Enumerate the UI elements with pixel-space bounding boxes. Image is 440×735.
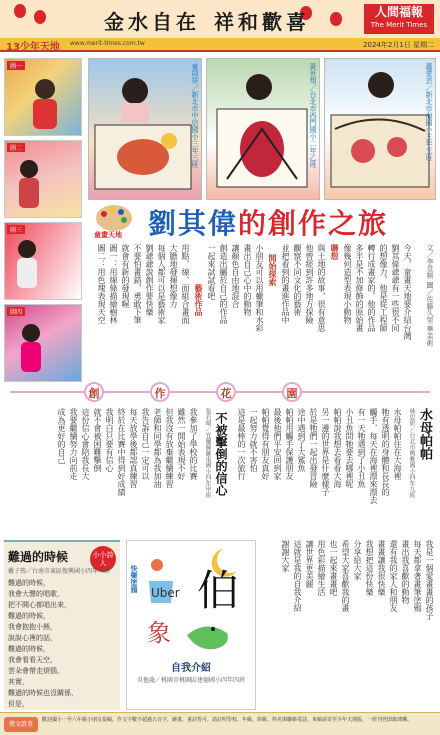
photo-caption: 黃世翔／台北市西門國小二年乙班 xyxy=(309,63,317,168)
story-column: 最後他們平安回到家 xyxy=(273,408,282,480)
poem-line: 難過的時候， xyxy=(8,645,50,653)
lantern-icon xyxy=(14,4,26,18)
article-column: 並把看到的畫進作品中 xyxy=(281,244,290,324)
article-body xyxy=(88,244,436,372)
photo-label: 圖一 xyxy=(7,61,25,70)
story-column: 有一天牠遇到了小丑魚 xyxy=(357,408,366,488)
issue-date: 2024年2月1日 星期二 xyxy=(363,41,434,49)
article-column: 像幾何造型表現小動物 xyxy=(343,244,352,324)
story-column: 我明白只要有信心 xyxy=(105,408,114,472)
article-column: 與土地的故事，很有意思 xyxy=(317,244,326,332)
stories-section xyxy=(6,408,436,538)
story-column: 讓世界更美麗 xyxy=(305,540,314,588)
story-column: 畫出我喜歡的動物 xyxy=(401,540,410,604)
story-column: 於是牠們一起出發冒險 xyxy=(309,408,318,488)
story-column: 我是一個愛畫畫的孩子 xyxy=(425,540,434,620)
story-column: 每天都拿著畫筆塗鴉 xyxy=(413,540,422,612)
article-author: 文／李昱棋 圖／佐藤久里 華美術 xyxy=(426,244,434,347)
article-column: 大膽地發揮想像力 xyxy=(169,244,178,308)
lantern-icon xyxy=(34,10,46,24)
poem-line: 把不開心都唱出來， xyxy=(8,601,71,609)
child-figure-icon xyxy=(5,223,82,300)
top-banner xyxy=(0,0,440,38)
student-artwork-photo xyxy=(324,58,436,200)
story-column: 但我沒有放棄繼續練習 xyxy=(165,408,174,488)
poster-author: 吳他龍／桃園市桃園區建德國小四年四班 xyxy=(136,677,245,684)
article-column: 圖二：用色塊表現天空 xyxy=(97,244,106,324)
photo-child-colour xyxy=(4,304,82,382)
self-intro-drawing xyxy=(127,541,256,657)
article-subhead: 開始探索 xyxy=(268,254,277,286)
article-column: 劉其偉爺爺有一些很不同 xyxy=(391,244,400,332)
drawing-poster xyxy=(126,540,256,710)
story-column: 帕帕覺得有朋友真好 xyxy=(261,408,270,480)
footer-text: 歡迎國小一至六年級小朋友投稿，作文字數不超過五百字，繪畫、童詩皆可，請註明學校、年級、班級、姓名與聯絡電話，來稿請寄至少年天地版，一經刊登即致薄酬。 xyxy=(42,717,413,723)
top-photo-row xyxy=(88,58,436,200)
poem-box xyxy=(4,540,120,710)
photo-label: 圖三 xyxy=(7,225,25,234)
story-column: 畫畫讓我很快樂 xyxy=(377,540,386,596)
story-column: 我參加了學校的比賽 xyxy=(189,408,198,480)
story-column: 終於在比賽中得到好成績 xyxy=(117,408,126,496)
student-artwork-photo xyxy=(88,58,202,200)
poem-line: 難過的時候， xyxy=(8,579,50,587)
story-column: 還有我的家人和朋友 xyxy=(389,540,398,612)
story-column: 就不會被困難擊倒 xyxy=(93,408,102,472)
student-artwork-photo xyxy=(206,58,320,200)
article-column: 一起來試試看吧 xyxy=(207,244,216,300)
calligraphy-right: 祥和歡喜 xyxy=(214,10,310,34)
poster-title: 自我介紹 xyxy=(171,663,211,674)
site-url: www.merit-times.com.tw xyxy=(70,40,145,47)
garden-char: 花 xyxy=(216,382,236,402)
photo-label: 圖四 xyxy=(7,307,25,316)
poem-line: 說說心裡的話， xyxy=(8,634,57,642)
poster-art-text: Uber xyxy=(151,586,180,600)
page-info-bar xyxy=(0,38,440,52)
story-column: 我要繼續努力向前走 xyxy=(69,408,78,480)
article-headline xyxy=(92,200,432,242)
poem-line: 我會抱抱小熊， xyxy=(8,623,57,631)
story-author: 林思妍／台北市興雅國小四年九班 xyxy=(408,408,415,498)
footer-label: 徵文啟事 xyxy=(4,717,38,732)
story-column: 帕帕說我想去看看大海 xyxy=(333,408,342,488)
headline-part2: 的創作之旅 xyxy=(238,207,389,240)
poster-art-text: 伯 xyxy=(197,566,240,615)
page-number-section: 13少年天地 xyxy=(6,42,60,53)
poem-line: 難過的時候， xyxy=(8,612,50,620)
article-column: 用點、線、面組合畫面 xyxy=(181,244,190,324)
story-column: 謝謝大家 xyxy=(281,540,290,572)
right-story-columns xyxy=(262,540,436,710)
article-column: 創造出屬於自己的作品 xyxy=(219,244,228,324)
poem-line: 其實， xyxy=(8,678,29,686)
student-with-painting-icon xyxy=(325,59,436,200)
poem-line: 雲朵會帶走煩惱， xyxy=(8,667,64,675)
poster-art-text: 象 xyxy=(147,619,171,647)
section-label: 童畫天地 xyxy=(94,231,122,239)
story-column: 也一起來畫畫吧 xyxy=(329,540,338,596)
article-column: 劉爺爺說創作要快樂 xyxy=(145,244,154,316)
article-column: 今天，童畫天地要介紹台灣 xyxy=(403,244,412,340)
story-column: 小丑魚問牠要去哪裡呢 xyxy=(345,408,354,488)
mid-story-title: 不被擊倒的信心 xyxy=(214,412,228,496)
article-column: 多半是不加修飾的原始畫 xyxy=(355,244,364,332)
poem-lines xyxy=(8,578,118,710)
story-column: 牠有透明的身體和長長的 xyxy=(381,408,390,496)
article-column: 讓顏色自由地混合 xyxy=(231,244,240,308)
child-figure-icon xyxy=(5,141,82,218)
poem-line: 但是， xyxy=(8,700,29,708)
article-column: 不要怕畫錯，勇敢下筆 xyxy=(133,244,142,324)
story-column: 希望大家喜歡我的畫 xyxy=(341,540,350,612)
poster-rail-label: 快樂塗鴉 xyxy=(130,565,138,593)
photo-child-painting xyxy=(4,140,82,218)
creative-garden-divider xyxy=(0,380,440,404)
logo-chinese: 人間福報 xyxy=(374,5,423,19)
garden-char: 作 xyxy=(150,382,170,402)
article-column: 他曾經到許多地方探險 xyxy=(305,244,314,324)
article-column: 小朋友可以用蠟筆和水彩 xyxy=(255,244,264,332)
article-column: 觀察不同文化的藝術 xyxy=(293,244,302,316)
story-column: 一起努力就不害怕 xyxy=(249,408,258,472)
newspaper-logo xyxy=(364,4,434,34)
article-column: 圖一：用線條描繪樹林 xyxy=(109,244,118,324)
story-column: 用色彩描繪生活 xyxy=(317,540,326,596)
poem-line: 我會大聲的唱歌， xyxy=(8,590,64,598)
mid-story-author: 張若晴／宜蘭縣羅東國小四年甲班 xyxy=(204,408,211,498)
article-column: 的想像力，他是從工程師 xyxy=(379,244,388,332)
lantern-icon xyxy=(330,12,342,26)
headline-title xyxy=(148,202,388,242)
photo-child-crayon xyxy=(4,222,82,300)
story-column: 觸手，每天在海裡漂來漂去 xyxy=(369,408,378,504)
article-column: 畫出自己心中的動物 xyxy=(243,244,252,316)
headline-part1: 劉其偉 xyxy=(148,207,239,240)
poem-line: 我會看看天空， xyxy=(8,656,57,664)
footer-bar xyxy=(0,712,440,735)
student-with-painting-icon xyxy=(89,59,202,200)
story-column: 我想把這份快樂 xyxy=(365,540,374,596)
photo-caption: 童周祥／新北市中信國小三年三班 xyxy=(191,63,199,168)
story-column: 這就是我的自我介紹 xyxy=(293,540,302,612)
child-figure-icon xyxy=(5,59,82,136)
child-figure-icon xyxy=(5,305,82,382)
story-column: 老師和同學都為我加油 xyxy=(153,408,162,488)
story-column: 這是最棒的一次旅行 xyxy=(237,408,246,480)
left-photo-column xyxy=(4,58,82,386)
story-column: 雖然一開始表現不好 xyxy=(177,408,186,480)
story-column: 水母帕帕住在大海裡 xyxy=(393,408,402,480)
story-column: 這份信心會陪我長大 xyxy=(81,408,90,480)
student-with-painting-icon xyxy=(207,59,320,200)
photo-child-drawing xyxy=(4,58,82,136)
article-column: 每個人都可以是藝術家 xyxy=(157,244,166,324)
article-column: 轉行成畫家的，他的作品 xyxy=(367,244,376,332)
photo-label: 圖二 xyxy=(7,143,25,152)
article-subhead: 聯想 xyxy=(330,244,339,260)
photo-caption: 蕭愛芸／新北市海國小三年三班 xyxy=(425,63,433,161)
poem-title: 難過的時候 xyxy=(8,550,69,564)
poet-badge: 小小詩人 xyxy=(90,546,116,572)
story-title: 水母帕帕 xyxy=(417,408,432,460)
story-column: 帕帕用觸手保護朋友 xyxy=(285,408,294,480)
story-column: 另一邊的世界是什麼樣子 xyxy=(321,408,330,496)
story-column: 途中遇到了大鯊魚 xyxy=(297,408,306,472)
logo-english: The Merit Times xyxy=(370,21,428,29)
garden-char: 創 xyxy=(84,382,104,402)
article-subhead: 藝術作品 xyxy=(194,284,203,316)
calligraphy-left: 金水自在 xyxy=(104,10,200,34)
garden-char: 園 xyxy=(282,382,302,402)
story-column: 成為更好的自己 xyxy=(57,408,66,464)
poem-author: 戴子筠／台南市東區復興國小四年三班 xyxy=(8,568,111,575)
article-column: 就會有新的發現喔 xyxy=(121,244,130,308)
poem-line: 難過的時候也沒關係， xyxy=(8,689,78,697)
story-column: 每天放學後都認真練習 xyxy=(129,408,138,488)
story-column: 分享給大家 xyxy=(353,540,362,580)
story-column: 我告訴自己一定可以 xyxy=(141,408,150,480)
